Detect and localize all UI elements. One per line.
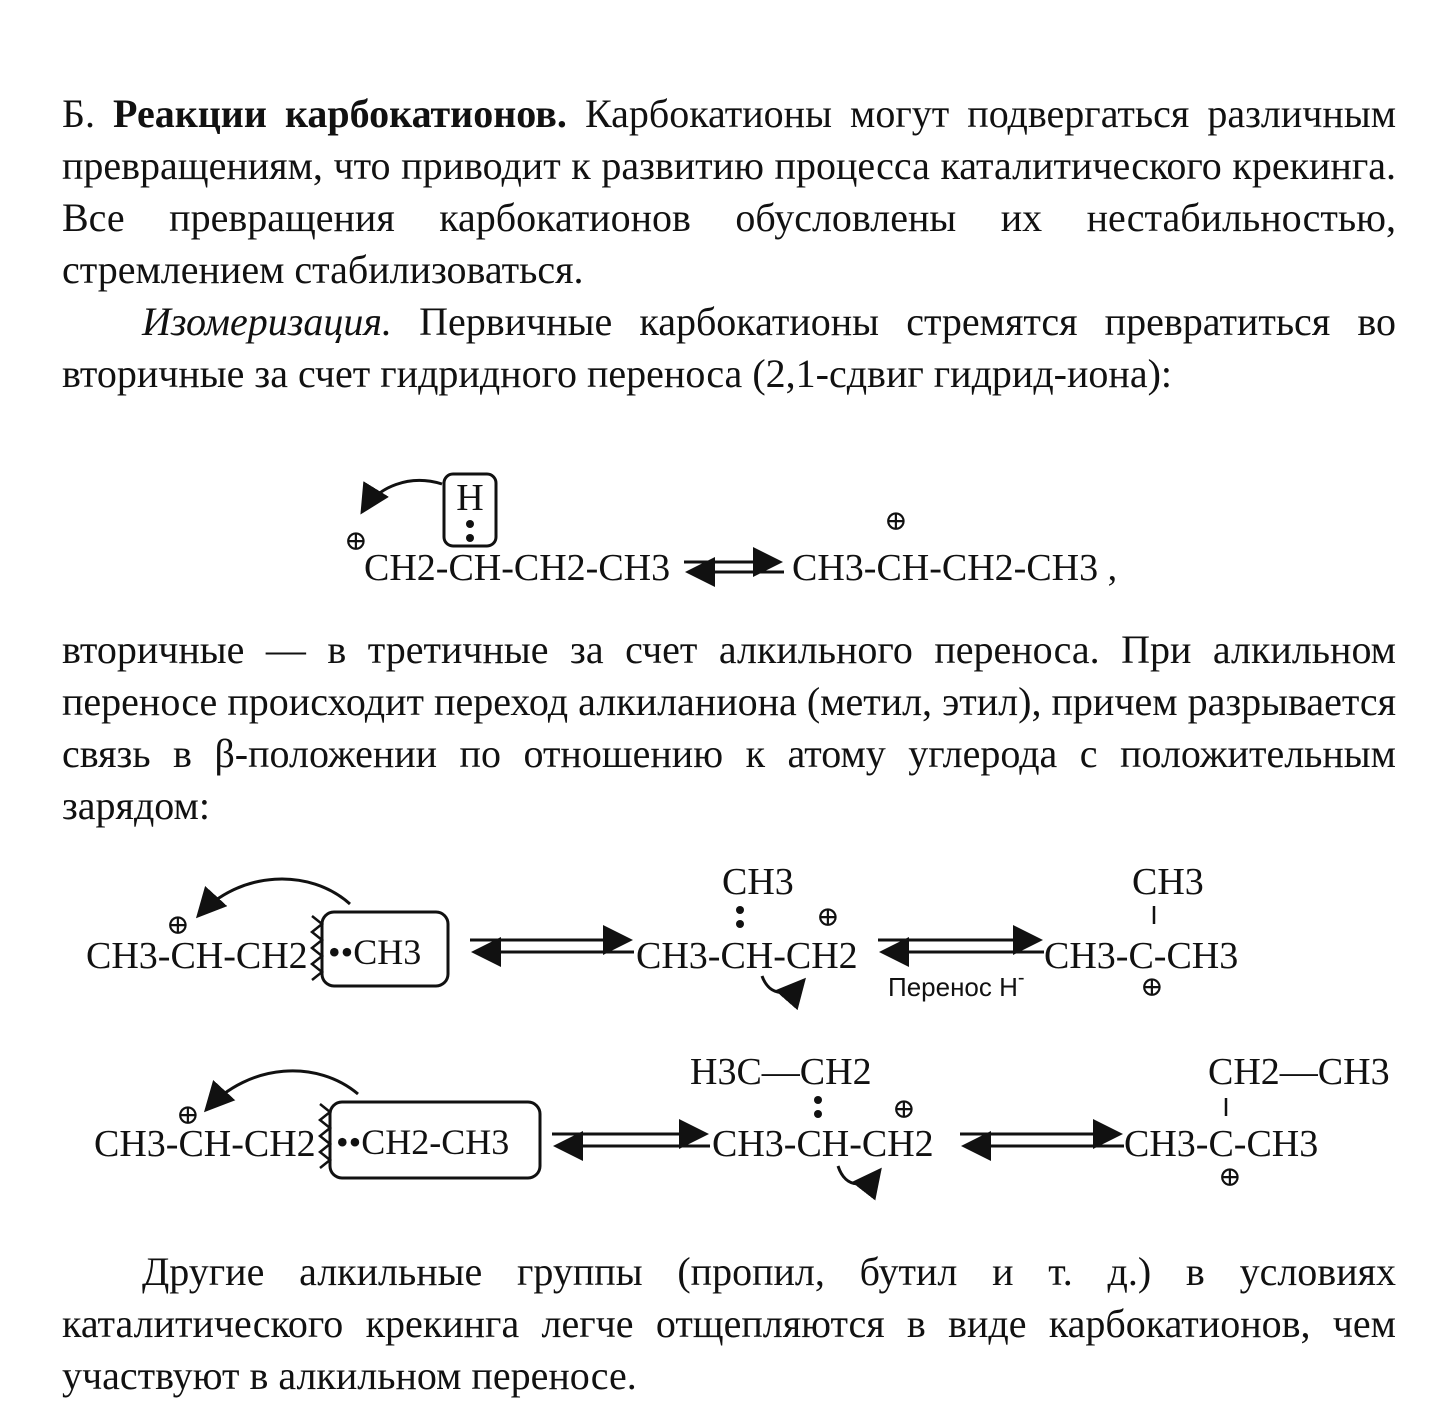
equation-ethyl-transfer (94, 1051, 1390, 1193)
hydride-atom: H (456, 477, 484, 519)
section-letter: Б. (62, 91, 95, 136)
hydride-shift-arrow (362, 480, 442, 512)
substituent-formula: H3C—CH2 (690, 1051, 872, 1093)
migrating-group: ••CH2-CH3 (336, 1122, 510, 1162)
hydride-shift-arrow (838, 1166, 880, 1184)
paragraph-text: Карбокатионы могут подвергаться различным превращениям, что приводит к развитию процесса каталитического крекинга. Все превращения карбокатионов обусловлены их нестабильностью, стремлением стабилизоваться. (62, 91, 1397, 292)
substituent-formula: CH3 (722, 861, 794, 903)
reactant-formula: CH3-CH-CH2 (94, 1123, 316, 1165)
electron-dot (736, 906, 744, 914)
positive-charge-icon: ⊕ (166, 910, 190, 941)
hydride-transfer-label: Перенос H- (888, 967, 1025, 1002)
reactant-formula: CH2-CH-CH2-CH3 (364, 547, 671, 589)
equation-methyl-transfer (86, 861, 1238, 1003)
positive-charge-icon: ⊕ (1140, 972, 1164, 1003)
product-formula: CH3-CH-CH2-CH3 , (792, 547, 1118, 589)
positive-charge-icon: ⊕ (344, 526, 368, 557)
positive-charge-icon: ⊕ (1218, 1162, 1242, 1193)
migrating-group: ••CH3 (328, 932, 422, 972)
electron-dot (736, 920, 744, 928)
positive-charge-icon: ⊕ (892, 1094, 916, 1125)
substituent-formula: CH3 (1132, 861, 1204, 903)
positive-charge-icon: ⊕ (816, 902, 840, 933)
positive-charge-icon: ⊕ (176, 1100, 200, 1131)
electron-dot (814, 1096, 822, 1104)
paragraph-text: Другие алкильные группы (пропил, бутил и т. д.) в условиях каталитического крекинга легче отщепляются в виде карбокатионов, чем участвуют в алкильном переносе. (62, 1249, 1396, 1398)
electron-dot (466, 534, 474, 542)
isomerization-term: Изомеризация. (142, 299, 392, 344)
intermediate-formula: CH3-CH-CH2 (712, 1123, 934, 1165)
electron-dot (466, 520, 474, 528)
product-formula: CH3-C-CH3 (1044, 935, 1239, 977)
paragraph-text: Первичные карбокатионы стремятся превратиться во вторичные за счет гидридного переноса (2,1-сдвиг гидрид-иона): (62, 299, 1397, 396)
intermediate-formula: CH3-CH-CH2 (636, 935, 858, 977)
paragraph-text: вторичные — в третичные за счет алкильного переноса. При алкильном переносе происходит переход алкиланиона (метил, этил), причем разрывается связь в β-положении по отношению к атому углерода с положительным зарядом: (62, 627, 1396, 828)
reactant-formula: CH3-CH-CH2 (86, 935, 308, 977)
equation-hydride-shift (344, 474, 1117, 589)
electron-dot (814, 1110, 822, 1118)
alkyl-shift-arrow (198, 879, 350, 916)
section-heading: Реакции карбокатионов. (113, 91, 567, 136)
hydride-shift-arrow (762, 976, 804, 992)
product-formula: CH3-C-CH3 (1124, 1123, 1319, 1165)
positive-charge-icon: ⊕ (884, 506, 908, 537)
substituent-formula: CH2—CH3 (1208, 1051, 1390, 1093)
